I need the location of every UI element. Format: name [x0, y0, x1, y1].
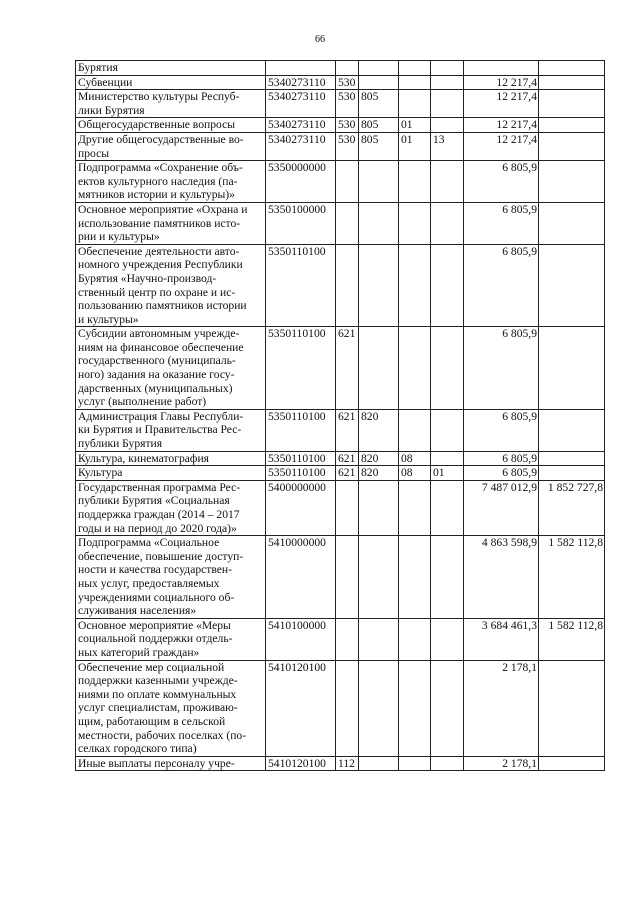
section-code — [399, 327, 431, 410]
amount-total: 6 805,9 — [464, 409, 539, 451]
amount-federal — [539, 118, 605, 133]
amount-total: 4 863 598,9 — [464, 536, 539, 619]
amount-total: 12 217,4 — [464, 118, 539, 133]
subsection-code — [431, 480, 464, 535]
subsection-code — [431, 244, 464, 327]
table-row — [76, 161, 605, 203]
target-article-code: 5350110100 — [266, 244, 336, 327]
ministry-code: 805 — [359, 118, 399, 133]
table-row — [76, 244, 605, 327]
ministry-code — [359, 327, 399, 410]
row-name: Обеспечение мер социальной поддержки казенными учрежде- ниями по оплате коммунальных услуг специалистам, проживаю- щим, работающим в сельской местности, рабочих поселках (по- селках городского типа) — [76, 660, 266, 756]
row-name: Администрация Главы Республи- ки Бурятия и Правительства Рес- публики Бурятия — [76, 409, 266, 451]
row-name: Культура, кинематография — [76, 451, 266, 466]
expense-type-code: 530 — [336, 132, 359, 160]
subsection-code — [431, 756, 464, 771]
amount-total: 7 487 012,9 — [464, 480, 539, 535]
ministry-code — [359, 61, 399, 76]
table-row — [76, 132, 605, 160]
section-code — [399, 90, 431, 118]
amount-total: 6 805,9 — [464, 451, 539, 466]
section-code: 01 — [399, 132, 431, 160]
row-name: Бурятия — [76, 61, 266, 76]
ministry-code — [359, 618, 399, 660]
table-row — [76, 451, 605, 466]
amount-total: 12 217,4 — [464, 75, 539, 90]
subsection-code — [431, 451, 464, 466]
expense-type-code: 621 — [336, 327, 359, 410]
section-code — [399, 660, 431, 756]
ministry-code: 805 — [359, 90, 399, 118]
amount-total: 6 805,9 — [464, 466, 539, 481]
target-article-code: 5410120100 — [266, 756, 336, 771]
amount-federal: 1 582 112,8 — [539, 536, 605, 619]
amount-total — [464, 61, 539, 76]
table-body — [76, 61, 605, 771]
amount-federal — [539, 466, 605, 481]
row-name: Основное мероприятие «Охрана и использование памятников исто- рии и культуры» — [76, 202, 266, 244]
ministry-code — [359, 480, 399, 535]
target-article-code: 5350110100 — [266, 451, 336, 466]
expense-type-code: 530 — [336, 75, 359, 90]
row-name: Государственная программа Рес- публики Бурятия «Социальная поддержка граждан (2014 – 2017 годы и на период до 2020 года)» — [76, 480, 266, 535]
amount-federal — [539, 90, 605, 118]
table-row — [76, 480, 605, 535]
amount-total: 12 217,4 — [464, 132, 539, 160]
amount-total: 2 178,1 — [464, 660, 539, 756]
expense-type-code — [336, 618, 359, 660]
row-name: Общегосударственные вопросы — [76, 118, 266, 133]
row-name: Министерство культуры Респуб- лики Бурятия — [76, 90, 266, 118]
subsection-code — [431, 536, 464, 619]
expense-type-code — [336, 61, 359, 76]
row-name: Субвенции — [76, 75, 266, 90]
section-code: 08 — [399, 451, 431, 466]
ministry-code: 820 — [359, 466, 399, 481]
section-code — [399, 244, 431, 327]
row-name: Культура — [76, 466, 266, 481]
subsection-code: 01 — [431, 466, 464, 481]
ministry-code — [359, 75, 399, 90]
subsection-code — [431, 118, 464, 133]
amount-federal — [539, 202, 605, 244]
amount-federal — [539, 75, 605, 90]
section-code — [399, 480, 431, 535]
amount-federal — [539, 327, 605, 410]
section-code: 08 — [399, 466, 431, 481]
amount-federal — [539, 61, 605, 76]
target-article-code: 5340273110 — [266, 90, 336, 118]
section-code — [399, 618, 431, 660]
table-row — [76, 618, 605, 660]
target-article-code: 5350000000 — [266, 161, 336, 203]
table-row — [76, 202, 605, 244]
section-code: 01 — [399, 118, 431, 133]
expense-type-code: 621 — [336, 409, 359, 451]
amount-federal — [539, 161, 605, 203]
section-code — [399, 75, 431, 90]
section-code — [399, 61, 431, 76]
amount-federal — [539, 756, 605, 771]
row-name: Основное мероприятие «Меры социальной поддержки отдель- ных категорий граждан» — [76, 618, 266, 660]
expense-type-code: 621 — [336, 466, 359, 481]
section-code — [399, 536, 431, 619]
ministry-code — [359, 244, 399, 327]
row-name: Подпрограмма «Социальное обеспечение, повышение доступ- ности и качества государствен- ных услуг, предоставляемых учреждениями социального об- служивания населения» — [76, 536, 266, 619]
target-article-code: 5340273110 — [266, 132, 336, 160]
target-article-code: 5350110100 — [266, 327, 336, 410]
amount-federal — [539, 409, 605, 451]
ministry-code: 820 — [359, 451, 399, 466]
ministry-code — [359, 202, 399, 244]
expense-type-code — [336, 536, 359, 619]
subsection-code — [431, 409, 464, 451]
section-code — [399, 202, 431, 244]
table-row — [76, 90, 605, 118]
subsection-code — [431, 90, 464, 118]
table-row — [76, 756, 605, 771]
subsection-code — [431, 75, 464, 90]
ministry-code — [359, 756, 399, 771]
target-article-code: 5410120100 — [266, 660, 336, 756]
page-number: 66 — [315, 34, 325, 45]
table-row — [76, 409, 605, 451]
amount-total: 12 217,4 — [464, 90, 539, 118]
table-row — [76, 61, 605, 76]
ministry-code: 820 — [359, 409, 399, 451]
row-name: Другие общегосударственные во- просы — [76, 132, 266, 160]
expense-type-code: 621 — [336, 451, 359, 466]
target-article-code: 5340273110 — [266, 118, 336, 133]
expense-type-code — [336, 202, 359, 244]
expense-type-code: 112 — [336, 756, 359, 771]
expense-type-code — [336, 660, 359, 756]
ministry-code — [359, 660, 399, 756]
amount-total: 3 684 461,3 — [464, 618, 539, 660]
subsection-code — [431, 202, 464, 244]
ministry-code — [359, 536, 399, 619]
table-row — [76, 536, 605, 619]
target-article-code: 5410000000 — [266, 536, 336, 619]
subsection-code — [431, 161, 464, 203]
section-code — [399, 161, 431, 203]
target-article-code: 5340273110 — [266, 75, 336, 90]
expense-type-code — [336, 161, 359, 203]
table-row — [76, 327, 605, 410]
target-article-code — [266, 61, 336, 76]
amount-federal — [539, 660, 605, 756]
amount-federal — [539, 451, 605, 466]
amount-federal: 1 852 727,8 — [539, 480, 605, 535]
target-article-code: 5350110100 — [266, 409, 336, 451]
budget-table — [75, 60, 605, 771]
amount-total: 6 805,9 — [464, 161, 539, 203]
ministry-code — [359, 161, 399, 203]
amount-total: 2 178,1 — [464, 756, 539, 771]
amount-federal: 1 582 112,8 — [539, 618, 605, 660]
table-row — [76, 466, 605, 481]
expense-type-code — [336, 480, 359, 535]
target-article-code: 5400000000 — [266, 480, 336, 535]
amount-total: 6 805,9 — [464, 244, 539, 327]
table-row — [76, 660, 605, 756]
section-code — [399, 756, 431, 771]
amount-total: 6 805,9 — [464, 327, 539, 410]
subsection-code — [431, 618, 464, 660]
row-name: Иные выплаты персоналу учре- — [76, 756, 266, 771]
ministry-code: 805 — [359, 132, 399, 160]
subsection-code — [431, 660, 464, 756]
amount-federal — [539, 244, 605, 327]
amount-total: 6 805,9 — [464, 202, 539, 244]
table-row — [76, 118, 605, 133]
subsection-code — [431, 61, 464, 76]
subsection-code: 13 — [431, 132, 464, 160]
table-row — [76, 75, 605, 90]
target-article-code: 5410100000 — [266, 618, 336, 660]
expense-type-code — [336, 244, 359, 327]
expense-type-code: 530 — [336, 90, 359, 118]
section-code — [399, 409, 431, 451]
target-article-code: 5350100000 — [266, 202, 336, 244]
target-article-code: 5350110100 — [266, 466, 336, 481]
row-name: Подпрограмма «Сохранение объ- ектов культурного наследия (па- мятников истории и культуры)» — [76, 161, 266, 203]
row-name: Субсидии автономным учрежде- ниям на финансовое обеспечение государственного (муниципаль- ного) задания на оказание госу- дарственных (муниципальных) услуг (выполнение работ) — [76, 327, 266, 410]
row-name: Обеспечение деятельности авто- номного учреждения Республики Бурятия «Научно-производ- ственный центр по охране и ис- пользованию памятников истории и культуры» — [76, 244, 266, 327]
subsection-code — [431, 327, 464, 410]
expense-type-code: 530 — [336, 118, 359, 133]
amount-federal — [539, 132, 605, 160]
